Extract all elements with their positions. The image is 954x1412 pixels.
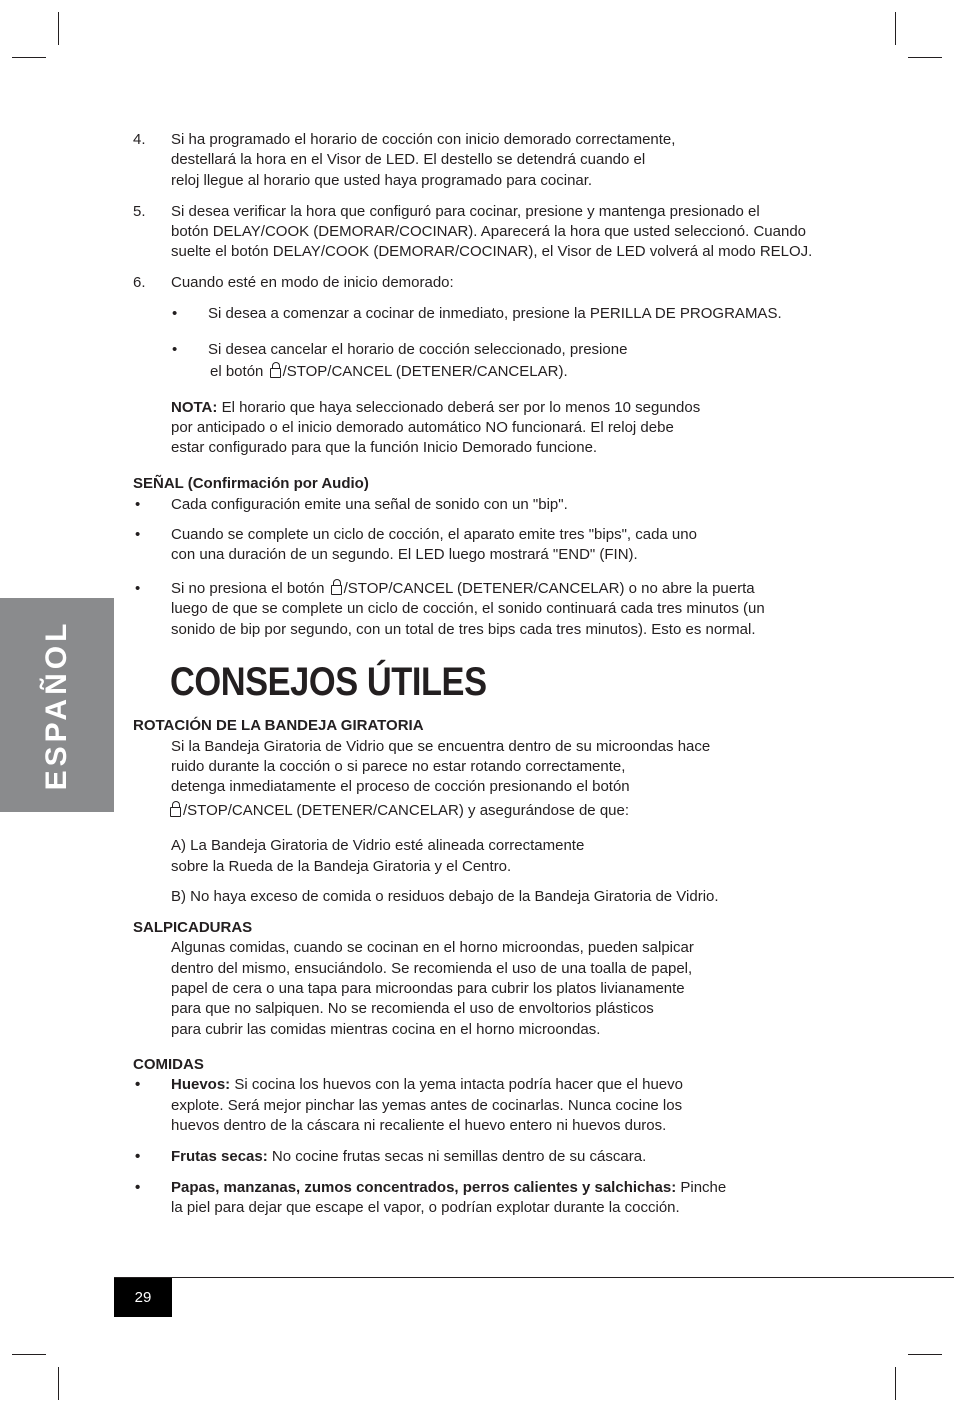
paragraph-line-part: /STOP/CANCEL (DETENER/CANCELAR) y asegurándose de que: [183, 802, 630, 819]
crop-mark [895, 12, 896, 45]
paragraph-line: A) La Bandeja Giratoria de Vidrio esté alineada correctamente [171, 837, 585, 854]
bullet-text: con una duración de un segundo. El LED luego mostrará "END" (FIN). [171, 546, 638, 563]
sub-bullet-text-part: el botón [210, 363, 264, 380]
crop-mark [895, 1367, 896, 1400]
note-text [171, 398, 700, 419]
paragraph-line: B) No haya exceso de comida o residuos debajo de la Bandeja Giratoria de Vidrio. [171, 888, 719, 905]
lock-icon [331, 579, 343, 595]
bullet: • [172, 341, 178, 358]
list-number: 5. [133, 203, 146, 220]
lock-icon [270, 362, 282, 378]
paragraph-line: papel de cera o una tapa para microondas para cubrir los platos livianamente [171, 980, 685, 997]
lock-icon [170, 801, 182, 817]
list-item-text: destellará la hora en el Visor de LED. El destello se detendrá cuando el [171, 151, 646, 168]
note-text: estar configurado para que la función Inicio Demorado funcione. [171, 439, 598, 456]
bullet: • [135, 1179, 141, 1196]
paragraph-line: Si la Bandeja Giratoria de Vidrio que se encuentra dentro de su microondas hace [171, 738, 711, 755]
bullet-text: sonido de bip por segundo, con un total de tres bips cada tres minutos). Esto es normal. [171, 621, 756, 638]
paragraph-line [170, 801, 629, 822]
bullet-text [171, 1178, 726, 1199]
list-item-text: suelte el botón DELAY/COOK (DEMORAR/COCINAR), el Visor de LED volverá al modo RELOJ. [171, 243, 813, 260]
bullet: • [135, 1148, 141, 1165]
sub-bullet-text [210, 362, 568, 383]
bullet-text-part: No cocine frutas secas ni semillas dentro de su cáscara. [271, 1148, 647, 1165]
bullet-text: explote. Será mejor pinchar las yemas antes de cocinarlas. Nunca cocine los [171, 1097, 683, 1114]
footer-divider [114, 1277, 954, 1278]
section-title: SEÑAL (Confirmación por Audio) [133, 475, 369, 492]
bullet-label: Huevos: [171, 1076, 231, 1093]
page-number: 29 [114, 1278, 172, 1317]
paragraph-line: ruido durante la cocción o si parece no estar rotando correctamente, [171, 758, 626, 775]
bullet-text: Cuando se complete un ciclo de cocción, el aparato emite tres "bips", cada uno [171, 526, 697, 543]
note-text-part: El horario que haya seleccionado deberá ser por lo menos 10 segundos [221, 399, 701, 416]
bullet-text: Cada configuración emite una señal de sonido con un "bip". [171, 496, 568, 513]
bullet-text-part: Si cocina los huevos con la yema intacta podría hacer que el huevo [234, 1076, 683, 1093]
section-title: ROTACIÓN DE LA BANDEJA GIRATORIA [133, 717, 424, 734]
list-number: 4. [133, 131, 146, 148]
bullet-text: la piel para dejar que escape el vapor, o podrían explotar durante la cocción. [171, 1199, 680, 1216]
crop-mark [908, 57, 942, 58]
sub-bullet-text-part: /STOP/CANCEL (DETENER/CANCELAR). [282, 363, 568, 380]
note-text: por anticipado o el inicio demorado automático NO funcionará. El reloj debe [171, 419, 674, 436]
paragraph-line: dentro del mismo, ensuciándolo. Se recomienda el uso de una toalla de papel, [171, 960, 693, 977]
bullet-text-part: Si no presiona el botón [171, 580, 325, 597]
section-title: SALPICADURAS [133, 919, 253, 936]
sub-bullet-text: Si desea a comenzar a cocinar de inmediato, presione la PERILLA DE PROGRAMAS. [208, 305, 782, 322]
paragraph-line: para que no salpiquen. No se recomienda el uso de envoltorios plásticos [171, 1000, 654, 1017]
bullet: • [135, 580, 141, 597]
crop-mark [12, 1354, 46, 1355]
list-item-text: Cuando esté en modo de inicio demorado: [171, 274, 454, 291]
list-item-text: Si desea verificar la hora que configuró para cocinar, presione y mantenga presionado el [171, 203, 760, 220]
sub-bullet-text: Si desea cancelar el horario de cocción seleccionado, presione [208, 341, 628, 358]
bullet: • [135, 526, 141, 543]
list-item-text: botón DELAY/COOK (DEMORAR/COCINAR). Aparecerá la hora que usted seleccionó. Cuando [171, 223, 807, 240]
crop-mark [58, 1367, 59, 1400]
paragraph-line: para cubrir las comidas mientras cocina en el horno microondas. [171, 1021, 601, 1038]
bullet: • [135, 496, 141, 513]
section-title: COMIDAS [133, 1056, 204, 1073]
list-item-text: Si ha programado el horario de cocción con inicio demorado correctamente, [171, 131, 676, 148]
crop-mark [58, 12, 59, 45]
list-number: 6. [133, 274, 146, 291]
bullet-text-part: Pinche [680, 1179, 727, 1196]
bullet-text: luego de que se complete un ciclo de cocción, el sonido continuará cada tres minutos (un [171, 600, 765, 617]
page-heading: CONSEJOS ÚTILES [170, 660, 487, 704]
language-label: ESPAÑOL [40, 619, 73, 791]
list-item-text: reloj llegue al horario que usted haya programado para cocinar. [171, 172, 593, 189]
bullet-text [171, 1147, 646, 1168]
bullet: • [135, 1076, 141, 1093]
paragraph-line: detenga inmediatamente el proceso de cocción presionando el botón [171, 778, 630, 795]
bullet-text [171, 579, 755, 600]
bullet-text-part: /STOP/CANCEL (DETENER/CANCELAR) o no abre la puerta [343, 580, 755, 597]
crop-mark [12, 57, 46, 58]
paragraph-line: sobre la Rueda de la Bandeja Giratoria y el Centro. [171, 858, 512, 875]
bullet-text: huevos dentro de la cáscara ni recaliente el huevo entero ni huevos duros. [171, 1117, 667, 1134]
bullet-text [171, 1075, 683, 1096]
bullet-label: Frutas secas: [171, 1148, 268, 1165]
crop-mark [908, 1354, 942, 1355]
bullet-label: Papas, manzanas, zumos concentrados, perros calientes y salchichas: [171, 1179, 677, 1196]
bullet: • [172, 305, 178, 322]
paragraph-line: Algunas comidas, cuando se cocinan en el horno microondas, pueden salpicar [171, 939, 694, 956]
note-label: NOTA: [171, 399, 218, 416]
